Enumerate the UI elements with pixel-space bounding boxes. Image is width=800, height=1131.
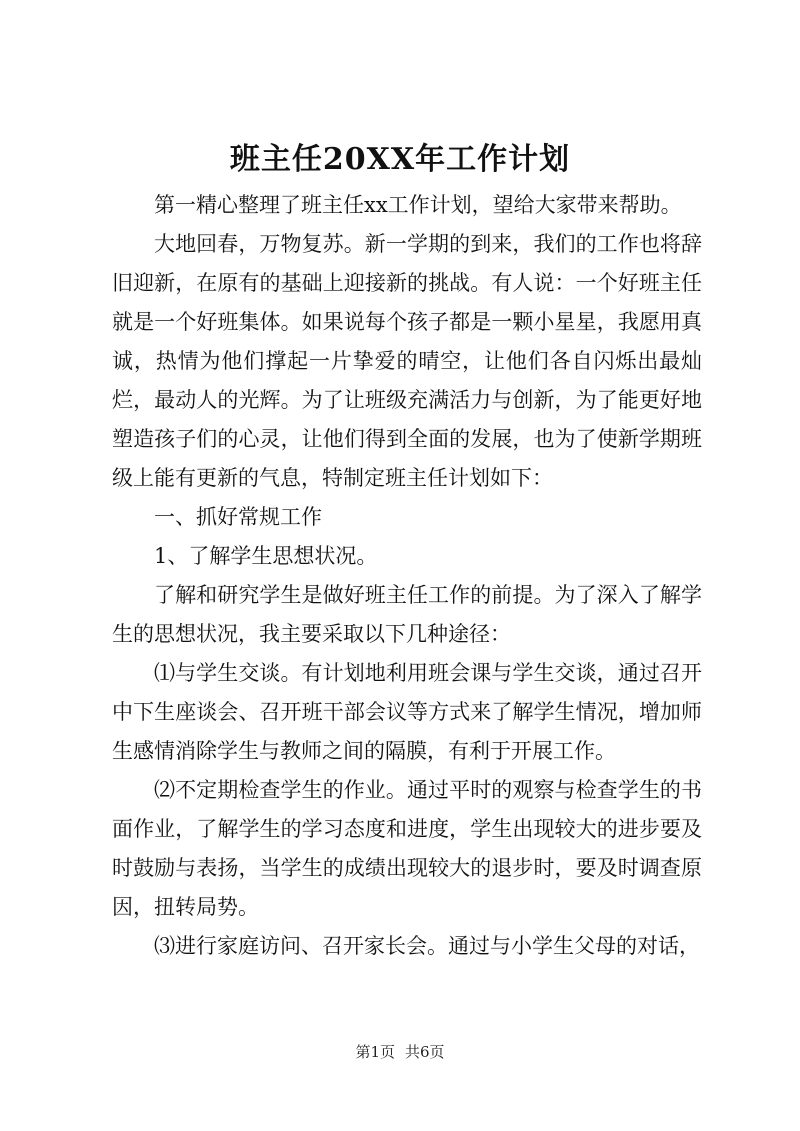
list-item: ⑴与学生交谈。有计划地利用班会课与学生交谈，通过召开中下生座谈会、召开班干部会议等方式来了解学生情况，增加师生感情消除学生与教师之间的隔膜，有利于开展工作。 [112, 661, 702, 763]
subsection-heading: 1、了解学生思想状况。 [154, 544, 378, 568]
list-item: ⑵不定期检查学生的作业。通过平时的观察与检查学生的书面作业，了解学生的学习态度和进度，学生出现较大的进步要及时鼓励与表扬，当学生的成绩出现较大的退步时，要及时调查原因，扭转局势。 [112, 778, 702, 919]
page-footer [0, 1042, 800, 1062]
document-title: 班主任20XX年工作计划 [229, 142, 571, 177]
body-paragraph: 了解和研究学生是做好班主任工作的前提。为了深入了解学生的思想状况，我主要采取以下几种途径： [112, 583, 702, 646]
section-heading: 一、抓好常规工作 [154, 505, 322, 529]
preface-paragraph: 大地回春，万物复苏。新一学期的到来，我们的工作也将辞旧迎新，在原有的基础上迎接新的挑战。有人说：一个好班主任就是一个好班集体。如果说每个孩子都是一颗小星星，我愿用真诚，热情为他们撑起一片挚爱的晴空，让他们各自闪烁出最灿烂，最动人的光辉。为了让班级充满活力与创新，为了能更好地塑造孩子们的心灵，让他们得到全面的发展，也为了使新学期班级上能有更新的气息，特制定班主任计划如下： [112, 232, 702, 490]
list-item: ⑶进行家庭访问、召开家长会。通过与小学生父母的对话， [154, 934, 700, 958]
page-total: 共6页 [405, 1043, 445, 1061]
intro-paragraph: 第一精心整理了班主任xx工作计划，望给大家带来帮助。 [154, 193, 682, 217]
page-number: 第1页 [355, 1043, 395, 1061]
document-body [112, 186, 702, 966]
